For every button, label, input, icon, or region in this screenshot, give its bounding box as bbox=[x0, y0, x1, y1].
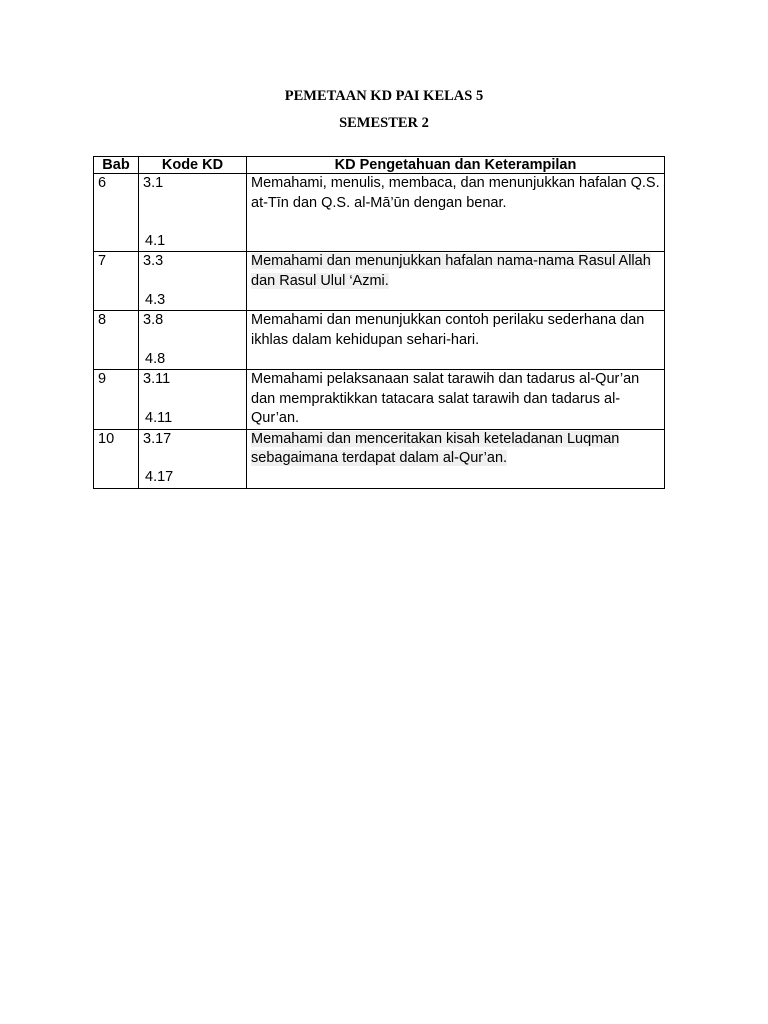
header-bab: Bab bbox=[94, 157, 139, 174]
table-row bbox=[94, 311, 665, 370]
kode-cell bbox=[139, 429, 247, 488]
kd-description-cell bbox=[247, 174, 665, 252]
kode-keterampilan: 4.3 bbox=[145, 291, 166, 308]
table-row bbox=[94, 429, 665, 488]
kode-cell bbox=[139, 252, 247, 311]
table-header-row bbox=[94, 157, 665, 174]
kd-description: Memahami pelaksanaan salat tarawih dan tadarus al-Qur’an dan mempraktikkan tatacara salat tarawih dan tadarus al-Qur’an. bbox=[251, 371, 640, 426]
table-row bbox=[94, 174, 665, 252]
kd-description-cell bbox=[247, 252, 665, 311]
bab-cell: 8 bbox=[94, 311, 139, 370]
kode-keterampilan: 4.17 bbox=[145, 469, 174, 485]
kode-pengetahuan: 3.8 bbox=[143, 312, 164, 328]
bab-cell: 7 bbox=[94, 252, 139, 311]
document-title: PEMETAAN KD PAI KELAS 5 bbox=[284, 88, 484, 104]
kd-description: Memahami dan menceritakan kisah keteladanan Luqman sebagaimana terdapat dalam al-Qur’an. bbox=[251, 430, 620, 466]
bab-cell: 6 bbox=[94, 174, 139, 252]
kd-description-cell bbox=[247, 429, 665, 488]
kode-keterampilan: 4.8 bbox=[145, 350, 166, 367]
kd-mapping-table bbox=[93, 156, 665, 489]
kode-pengetahuan: 3.11 bbox=[143, 371, 171, 387]
kd-description: Memahami, menulis, membaca, dan menunjukkan hafalan Q.S. at-Tīn dan Q.S. al-Mā’ūn dengan benar. bbox=[251, 175, 660, 211]
header-kode-kd: Kode KD bbox=[139, 157, 247, 174]
kode-cell bbox=[139, 370, 247, 430]
kd-description: Memahami dan menunjukkan hafalan nama-nama Rasul Allah dan Rasul Ulul ‘Azmi. bbox=[251, 253, 651, 289]
table-row bbox=[94, 252, 665, 311]
kode-keterampilan: 4.11 bbox=[145, 410, 173, 426]
kd-description-cell bbox=[247, 311, 665, 370]
kode-pengetahuan: 3.1 bbox=[143, 175, 164, 191]
kode-cell bbox=[139, 311, 247, 370]
bab-cell: 10 bbox=[94, 429, 139, 488]
kode-pengetahuan: 3.17 bbox=[143, 430, 172, 447]
header-kd-description: KD Pengetahuan dan Keterampilan bbox=[247, 157, 665, 174]
kode-pengetahuan: 3.3 bbox=[143, 253, 164, 269]
document-subtitle: SEMESTER 2 bbox=[339, 115, 429, 131]
kd-description-cell bbox=[247, 370, 665, 430]
kd-description: Memahami dan menunjukkan contoh perilaku sederhana dan ikhlas dalam kehidupan sehari-hari. bbox=[251, 312, 645, 348]
kode-cell bbox=[139, 174, 247, 252]
kode-keterampilan: 4.1 bbox=[145, 232, 166, 249]
table-row bbox=[94, 370, 665, 430]
bab-cell: 9 bbox=[94, 370, 139, 430]
